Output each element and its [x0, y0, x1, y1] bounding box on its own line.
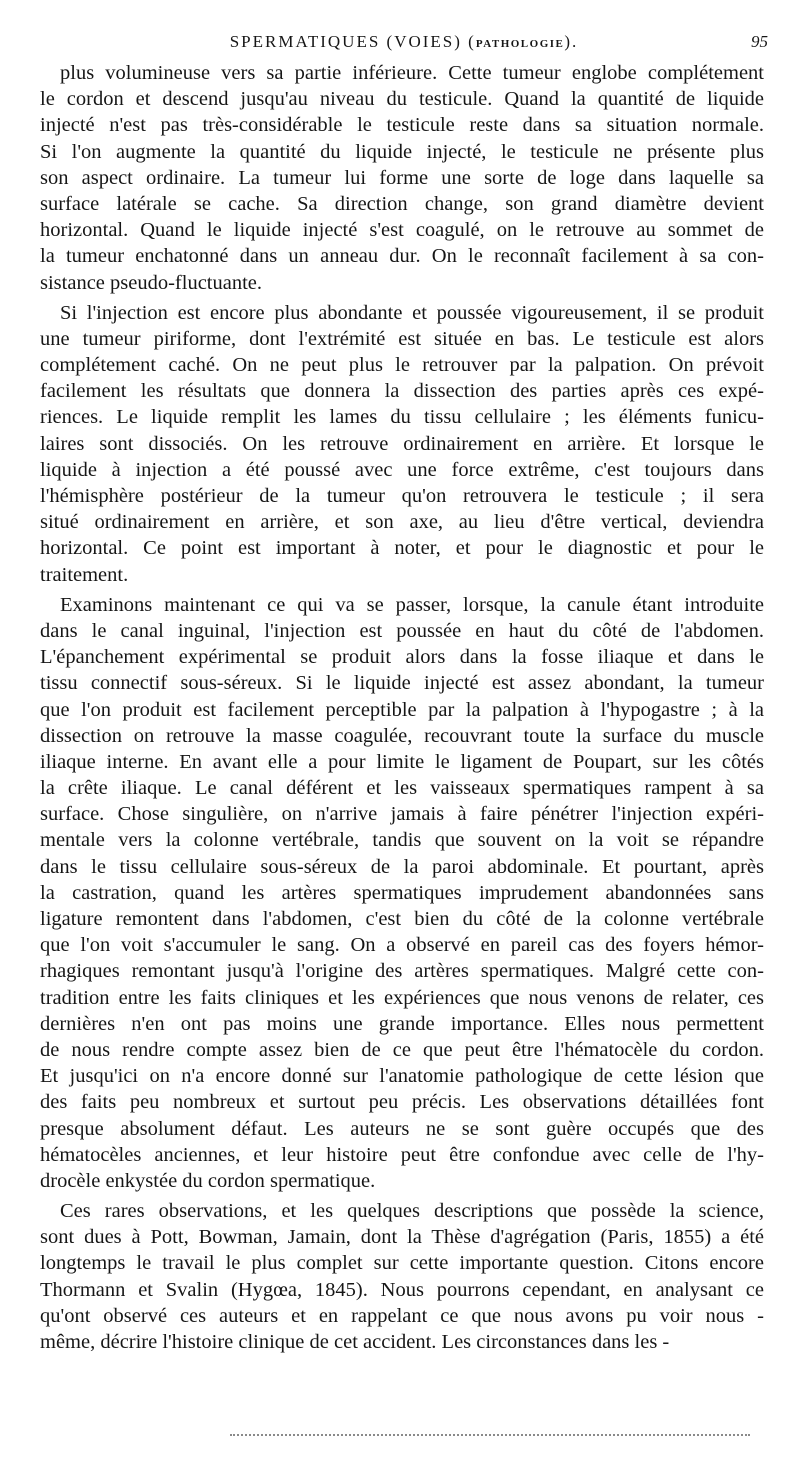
text-line: Si l'injection est encore plus abondante et poussée vigoureusement, il se produit — [60, 301, 764, 324]
text-line: que l'on voit s'accumuler le sang. On a observé en pareil cas des foyers hémor- — [40, 934, 764, 957]
paragraph — [40, 60, 764, 296]
text-line: son aspect ordinaire. La tumeur lui forme une sorte de loge dans laquelle sa — [40, 166, 764, 189]
footer-rule — [230, 1434, 750, 1436]
body-text — [40, 60, 764, 1359]
text-line: Si l'on augmente la quantité du liquide injecté, le testicule ne présente plus — [40, 140, 764, 163]
text-line: une tumeur piriforme, dont l'extrémité est située en bas. Le testicule est alors — [40, 327, 764, 350]
running-title-end: ). — [564, 32, 579, 51]
running-title-main: SPERMATIQUES (VOIES) ( — [229, 32, 476, 51]
text-line: sont dues à Pott, Bowman, Jamain, dont la Thèse d'agrégation (Paris, 1855) a été — [40, 1226, 764, 1249]
text-line: rhagiques remontant jusqu'à l'origine des artères spermatiques. Malgré cette con- — [40, 960, 764, 983]
text-line: iliaque interne. En avant elle a pour limite le ligament de Poupart, sur les côtés — [40, 750, 764, 773]
text-line: dernières n'en ont pas moins une grande importance. Elles nous permettent — [40, 1012, 764, 1035]
text-line: tradition entre les faits cliniques et les expériences que nous venons de relater, ces — [40, 986, 764, 1009]
text-line: longtemps le travail le plus complet sur cette importante question. Citons encore — [40, 1252, 764, 1275]
running-header — [40, 32, 768, 56]
text-line: Ces rares observations, et les quelques descriptions que possède la science, — [60, 1200, 764, 1223]
text-line: le cordon et descend jusqu'au niveau du testicule. Quand la quantité de liquide — [40, 88, 764, 111]
paragraph — [40, 592, 764, 1194]
text-line: la castration, quand les artères spermatiques imprudement abandonnées sans — [40, 881, 764, 904]
text-line: liquide à injection a été poussé avec une force extrême, c'est toujours dans — [40, 458, 764, 481]
paragraph — [40, 300, 764, 588]
text-line: que l'on produit est facilement perceptible par la palpation à l'hypogastre ; à la — [40, 698, 764, 721]
text-line: dans le canal inguinal, l'injection est poussée en haut du côté de l'abdomen. — [40, 619, 764, 642]
text-line: traitement. — [40, 563, 129, 586]
text-line: drocèle enkystée du cordon spermatique. — [40, 1169, 376, 1192]
text-line: surface. Chose singulière, on n'arrive jamais à faire pénétrer l'injection expéri- — [40, 803, 764, 826]
text-line: injecté n'est pas très-considérable le testicule reste dans sa situation normale. — [40, 114, 764, 137]
text-line: surface latérale se cache. Sa direction change, son grand diamètre devient — [40, 192, 764, 215]
text-line: complétement caché. On ne peut plus le retrouver par la palpation. On prévoit — [40, 354, 764, 377]
text-line: de nous rendre compte assez bien de ce que peut être l'hématocèle du cordon. — [40, 1038, 764, 1061]
text-line: hématocèles anciennes, et leur histoire peut être confondue avec celle de l'hy- — [40, 1143, 764, 1166]
text-line: sistance pseudo-fluctuante. — [40, 271, 263, 294]
text-line: horizontal. Quand le liquide injecté s'est coagulé, on le retrouve au sommet de — [40, 219, 764, 242]
running-title-smallcaps: PATHOLOGIE — [475, 38, 565, 50]
text-line: dissection on retrouve la masse coagulée, recouvrant toute la surface du muscle — [40, 724, 764, 747]
text-line: Examinons maintenant ce qui va se passer, lorsque, la canule étant introduite — [60, 593, 764, 616]
text-line: des faits peu nombreux et surtout peu précis. Les observations détaillées font — [40, 1091, 764, 1114]
text-line: situé ordinairement en arrière, et son axe, au lieu d'être vertical, deviendra — [40, 511, 764, 534]
text-line: laires sont dissociés. On les retrouve ordinairement en arrière. Et lorsque le — [40, 432, 764, 455]
text-line: même, décrire l'histoire clinique de cet accident. Les circonstances dans les - — [40, 1331, 670, 1353]
text-line: plus volumineuse vers sa partie inférieure. Cette tumeur englobe complétement — [60, 62, 764, 84]
text-line: la crête iliaque. Le canal déférent et les vaisseaux spermatiques rampent à sa — [40, 777, 764, 800]
text-line: l'hémisphère postérieur de la tumeur qu'on retrouvera le testicule ; il sera — [40, 485, 764, 507]
page-number: 95 — [751, 32, 768, 51]
text-line: la tumeur enchatonné dans un anneau dur. On le reconnaît facilement à sa con- — [40, 245, 764, 268]
text-line: Et jusqu'ici on n'a encore donné sur l'anatomie pathologique de cette lésion que — [40, 1065, 764, 1088]
text-line: Thormann et Svalin (Hygœa, 1845). Nous pourrons cependant, en analysant ce — [40, 1278, 764, 1301]
paragraph — [40, 1198, 764, 1355]
text-line: L'épanchement expérimental se produit alors dans la fosse iliaque et dans le — [40, 646, 764, 669]
text-line: mentale vers la colonne vertébrale, tandis que souvent on la voit se répandre — [40, 829, 764, 852]
text-line: riences. Le liquide remplit les lames du tissu cellulaire ; les éléments funicu- — [40, 406, 764, 429]
text-line: facilement les résultats que donnera la dissection des parties après ces expé- — [40, 380, 764, 403]
text-line: ligature remontent dans l'abdomen, c'est bien du côté de la colonne vertébrale — [40, 908, 764, 930]
text-line: tissu connectif sous-séreux. Si le liquide injecté est assez abondant, la tumeur — [40, 672, 764, 695]
text-line: qu'ont observé ces auteurs et en rappelant ce que nous avons pu voir nous - — [40, 1304, 764, 1327]
text-line: horizontal. Ce point est important à noter, et pour le diagnostic et pour le — [40, 537, 764, 560]
running-title — [40, 32, 768, 52]
text-line: dans le tissu cellulaire sous-séreux de la paroi abdominale. Et pourtant, après — [40, 855, 764, 878]
text-line: presque absolument défaut. Les auteurs ne se sont guère occupés que des — [40, 1117, 764, 1140]
